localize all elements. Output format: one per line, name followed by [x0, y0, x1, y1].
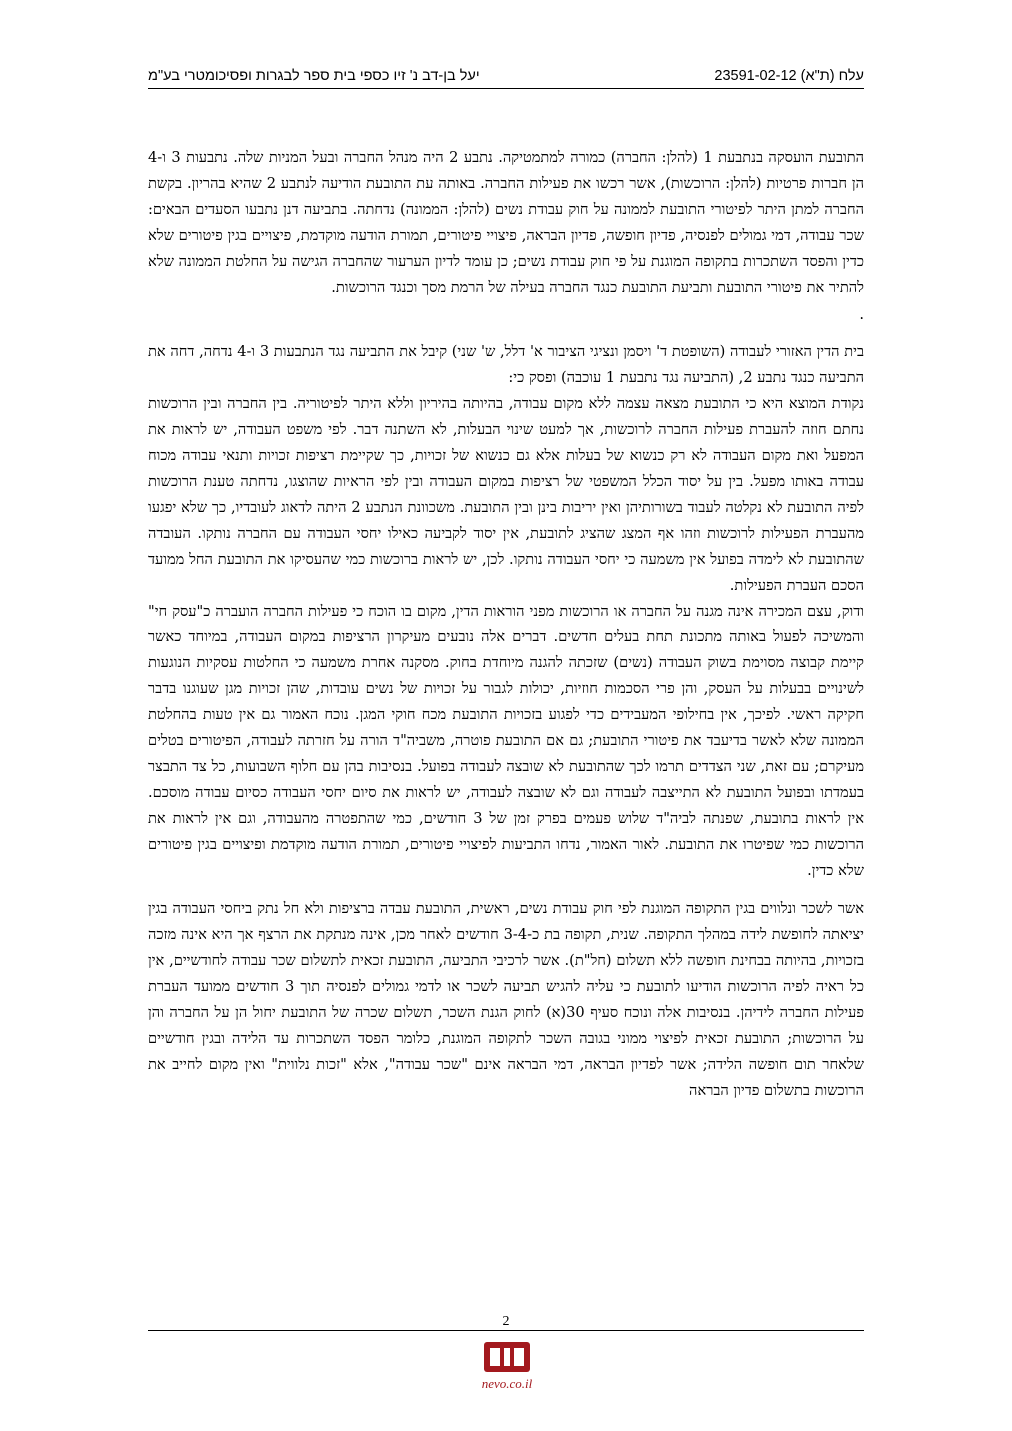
nevo-logo[interactable] — [476, 1338, 538, 1394]
paragraph-continuity: נקודת המוצא היא כי התובעת מצאה עצמה ללא מקום עבודה, בהיותה בהיריון וללא היתר לפיטוריה. בין החברה ובין הרוכשות נחתם חוזה להעברת פעילות החברה לרוכשות, אך למעט שינוי הבעלות, לא השתנה דבר. לפי משפט העבודה, יש לראות את המפעל ואת מקום העבודה לא רק כנשוא של בעלות אלא גם כנשוא של זכויות, כך שקיימת רציפות זכויות ותנאי עבודה מכוח עבודה באותו מפעל. בין על יסוד הכלל המשפטי של רציפות במקום העבודה ובין לפי הראיות שהוצגו, נדחתה טענת הרוכשות לפיה התובעת לא נקלטה לעבוד בשורותיהן ואין יריבות בינן ובין התובעת. משכוונת הנתבע 2 היתה לדאוג לעובדיו, כך שלא יפגעו מהעברת הפעילות לרוכשות וזהו אף המצג שהציג לתובעת, אין יסוד לקביעה כאילו יחסי העבודה עם החברה נותקו. העובדה שהתובעת לא לימדה בפועל אין משמעה כי יחסי העבודה נותקו. לכן, יש לראות ברוכשות כמי שהעסיקו את התובעת החל ממועד הסכם העברת הפעילות. — [148, 395, 865, 594]
paragraph-court-ruling-intro: בית הדין האזורי לעבודה (השופטת ד' ויסמן ונציגי הציבור א' דלל, ש' שני) קיבל את התביעה נגד הנתבעות 3 ו-4 נדחה, דחה את התביעה כנגד נתבע 2, (התביעה נגד נתבעת 1 עוכבה) ופסק כי: — [148, 343, 864, 387]
case-number: עלח (ת"א) 23591-02-12 — [714, 68, 864, 84]
paragraph-wages: אשר לשכר ונלווים בגין התקופה המוגנת לפי חוק עבודת נשים, ראשית, התובעת עבדה ברציפות ולא חל נתק ביחסי העבודה בגין יציאתה לחופשת לידה במהלך התקופה. שנית, תקופה בת כ-3-4 חודשים לאחר מכן, אינה מנתקת את הרצף אך היא אינה מזכה בזכויות, בהיותה בבחינת חופשה ללא תשלום (חל"ת). אשר לרכיבי התביעה, התובעת זכאית לתשלום שכר עבודה לחודשיים, אין כל ראיה לפיה הרוכשות הודיעו לתובעת כי עליה להגיש תביעה לשכר או לדמי גמולים לפנסיה תוך 3 חודשים ממועד העברת פעילות החברה לידיהן. בנסיבות אלה ונוכח סעיף 30(א) לחוק הגנת השכר, תשלום שכרה של התובעת יחול הן על החברה והן על הרוכשות; התובעת זכאית לפיצוי ממוני בגובה השכר לתקופה המוגנת, כלומר הפסד השתכרות עד הלידה ובגין חודשיים שלאחר תום חופשה הלידה; אשר לפדיון הבראה, דמי הבראה אינם "שכר עבודה", אלא "זכות נלווית" ואין מקום לחייב את הרוכשות בתשלום פדיון הבראה — [148, 900, 865, 1099]
page-header — [148, 58, 864, 89]
page-number: 2 — [502, 1314, 510, 1329]
paragraph-background: התובעת הועסקה בנתבעת 1 (להלן: החברה) כמורה למתמטיקה. נתבע 2 היה מנהל החברה ובעל המניות שלה. נתבעות 3 ו-4 הן חברות פרטיות (להלן: הרוכשות), אשר רכשו את פעילות החברה. באותה עת התובעת הודיעה לנתבע 2 שהיא בהריון. בקשת החברה למתן היתר לפיטורי התובעת לממונה על חוק עבודת נשים (להלן: הממונה) נדחתה. בתביעה דנן נתבעו הסעדים הבאים: שכר עבודה, דמי גמולים לפנסיה, פדיון חופשה, פדיון הבראה, פיצויי פיטורים, תמורת הודעה מוקדמת, פיצויים בגין פיטורים שלא כדין והפסד השתכרות בתקופה המוגנת על פי חוק עבודת נשים; כן עומד לדיון הערעור שהחברה הגישה על החלטת הממונה שלא להתיר את פיטורי התובעת ותביעת התובעת כנגד החברה בעילה של הרמת מסך וכנגד הרוכשות. — [148, 149, 865, 296]
paragraph-sale: ודוק, עצם המכירה אינה מגנה על החברה או הרוכשות מפני הוראות הדין, מקום בו הוכח כי פעילות החברה הועברה כ"עסק חי" והמשיכה לפעול באותה מתכונת תחת בעלים חדשים. דברים אלה נובעים מעיקרון הרציפות במקום העבודה, במיוחד כאשר קיימת קבוצה מסוימת בשוק העבודה (נשים) שזכתה להגנה מיוחדת בחוק. מסקנה אחרת משמעה כי החלטות עסקיות הנוגעות לשינויים בבעלות על העסק, והן פרי הסכמות חוזיות, יכולות לגבור על זכויות של נשים עובדות, שהן זכויות מגן שעוגנו בדבר חקיקה ראשי. לפיכך, אין בחילופי המעבידים כדי לפגוע בזכויות התובעת מכח חוקי המגן. נוכח האמור גם אין טעות בהחלטת הממונה שלא לאשר בדיעבד את פיטורי התובעת; גם אם התובעת פוטרה, משביה"ד הורה על חזרתה לעבודה, הפיטורים בטלים מעיקרם; עם זאת, שני הצדדים תרמו לכך שהתובעת לא שובצה לעבודה בפועל. בנסיבות בהן עם חלוף השבועות, כל צד התבצר בעמדתו ובפועל התובעת לא התייצבה לעבודה וגם לא שובצה לעבודה, יש לראות את סיום יחסי העבודה כסיום עבודה מוסכם. אין לראות בתובעת, שפנתה לביה"ד שלוש פעמים בפרק זמן של 3 חודשים, כמי שהתפטרה מהעבודה, וגם אין לראות את הרוכשות כמי שפיטרו את התובעת. לאור האמור, נדחו התביעות לפיצויי פיטורים, תמורת הודעה מוקדמת ופיצויים בגין פיטורים שלא כדין. — [148, 602, 864, 879]
case-title: יעל בן-דב נ' זיו כספי בית ספר לבגרות ופסיכומטרי בע"מ — [148, 68, 480, 84]
document-body — [148, 145, 864, 1104]
nevo-logo-text: nevo.co.il — [481, 1376, 533, 1391]
stray-dot: . — [859, 306, 864, 324]
nevo-logo-mark — [484, 1342, 530, 1372]
footer-divider — [148, 1330, 864, 1331]
